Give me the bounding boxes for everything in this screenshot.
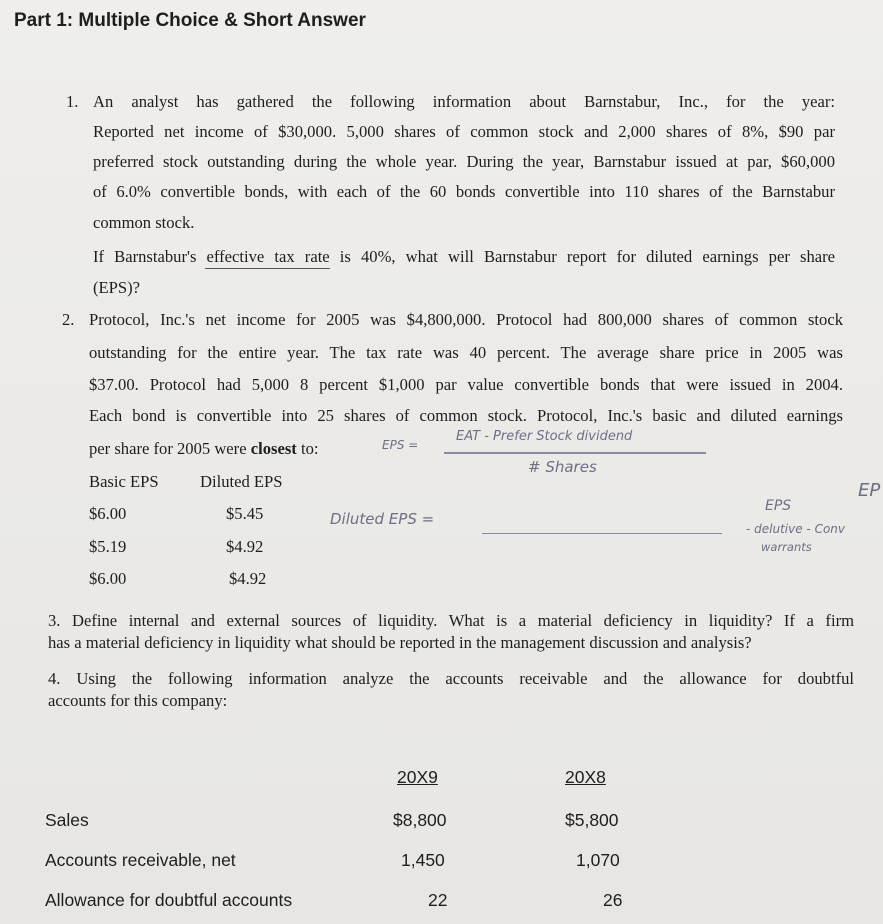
col-basic-eps: Basic EPS (89, 472, 159, 491)
q1-line-3: preferred stock outstanding during the whole year. During the year, Barnstabur issued at par, $60,000 (93, 152, 835, 171)
handwritten-diluted-fraction-bar (482, 533, 722, 534)
handwritten-delutive: - delutive - Conv (746, 522, 845, 536)
q3-line-1: 3. Define internal and external sources of liquidity. What is a material deficiency in liquidity? If a firm (48, 611, 854, 630)
option-3-diluted: $4.92 (229, 569, 267, 588)
handwritten-eps-denominator: # Shares (528, 458, 597, 476)
q2-line-3: $37.00. Protocol had 5,000 8 percent $1,000 par value convertible bonds that were issued in 2004. (89, 375, 843, 394)
q1-line-1: An analyst has gathered the following information about Barnstabur, Inc., for the year: (93, 92, 835, 111)
handwritten-right-eps: EPS (765, 498, 792, 514)
handwritten-eps-numerator: EAT - Prefer Stock dividend (456, 429, 633, 444)
q1-line-4: of 6.0% convertible bonds, with each of the 60 bonds convertible into 110 shares of the Barnstabur (93, 182, 835, 201)
q4-line-2: accounts for this company: (48, 691, 228, 710)
q1-line-6: If Barnstabur's effective tax rate is 40%, what will Barnstabur report for diluted earnings per share (93, 247, 835, 266)
table-row-allowance-20x9: 22 (428, 890, 448, 910)
handwritten-eps-label: EPS = (382, 438, 419, 452)
table-header-20x9: 20X9 (397, 767, 438, 787)
handwritten-fraction-bar (444, 452, 706, 454)
table-row-allowance-20x8: 26 (603, 890, 623, 910)
table-row-sales-20x9: $8,800 (393, 810, 447, 830)
emphasis-closest: closest (250, 439, 297, 458)
q3-line-2: has a material deficiency in liquidity what should be reported in the management discussion and analysis? (48, 633, 752, 652)
table-row-sales-20x8: $5,800 (565, 810, 619, 830)
col-diluted-eps: Diluted EPS (200, 472, 283, 491)
q1-line-2: Reported net income of $30,000. 5,000 shares of common stock and 2,000 shares of 8%, $90 par (93, 122, 835, 141)
page-title: Part 1: Multiple Choice & Short Answer (14, 10, 366, 31)
table-row-allowance-label: Allowance for doubtful accounts (45, 890, 293, 910)
table-row-ar-label: Accounts receivable, net (45, 850, 236, 870)
option-1-diluted: $5.45 (226, 504, 264, 523)
q1-number: 1. (66, 92, 79, 111)
table-header-20x8: 20X8 (565, 767, 606, 787)
handwritten-diluted-label: Diluted EPS = (330, 510, 435, 528)
q4-line-1: 4. Using the following information analyze the accounts receivable and the allowance for doubtful (48, 669, 854, 688)
q1-line-7: (EPS)? (93, 278, 141, 297)
q2-line-1: Protocol, Inc.'s net income for 2005 was $4,800,000. Protocol had 800,000 shares of common stock (89, 310, 843, 329)
q2-line-5: per share for 2005 were closest to: (89, 439, 319, 458)
effective-tax-underline (205, 268, 330, 269)
q2-line-2: outstanding for the entire year. The tax rate was 40 percent. The average share price in 2005 was (89, 343, 843, 362)
table-row-ar-20x9: 1,450 (401, 850, 445, 870)
q1-line-5: common stock. (93, 213, 195, 232)
table-row-ar-20x8: 1,070 (576, 850, 620, 870)
option-3-basic: $6.00 (89, 569, 127, 588)
q2-number: 2. (62, 310, 75, 329)
option-2-diluted: $4.92 (226, 537, 264, 556)
option-1-basic: $6.00 (89, 504, 127, 523)
table-row-sales-label: Sales (45, 810, 89, 830)
q2-line-4: Each bond is convertible into 25 shares of common stock. Protocol, Inc.'s basic and diluted earnings (89, 406, 843, 425)
handwritten-edge-ep: EP (858, 480, 881, 501)
handwritten-warrants: warrants (761, 540, 812, 554)
option-2-basic: $5.19 (89, 537, 127, 556)
